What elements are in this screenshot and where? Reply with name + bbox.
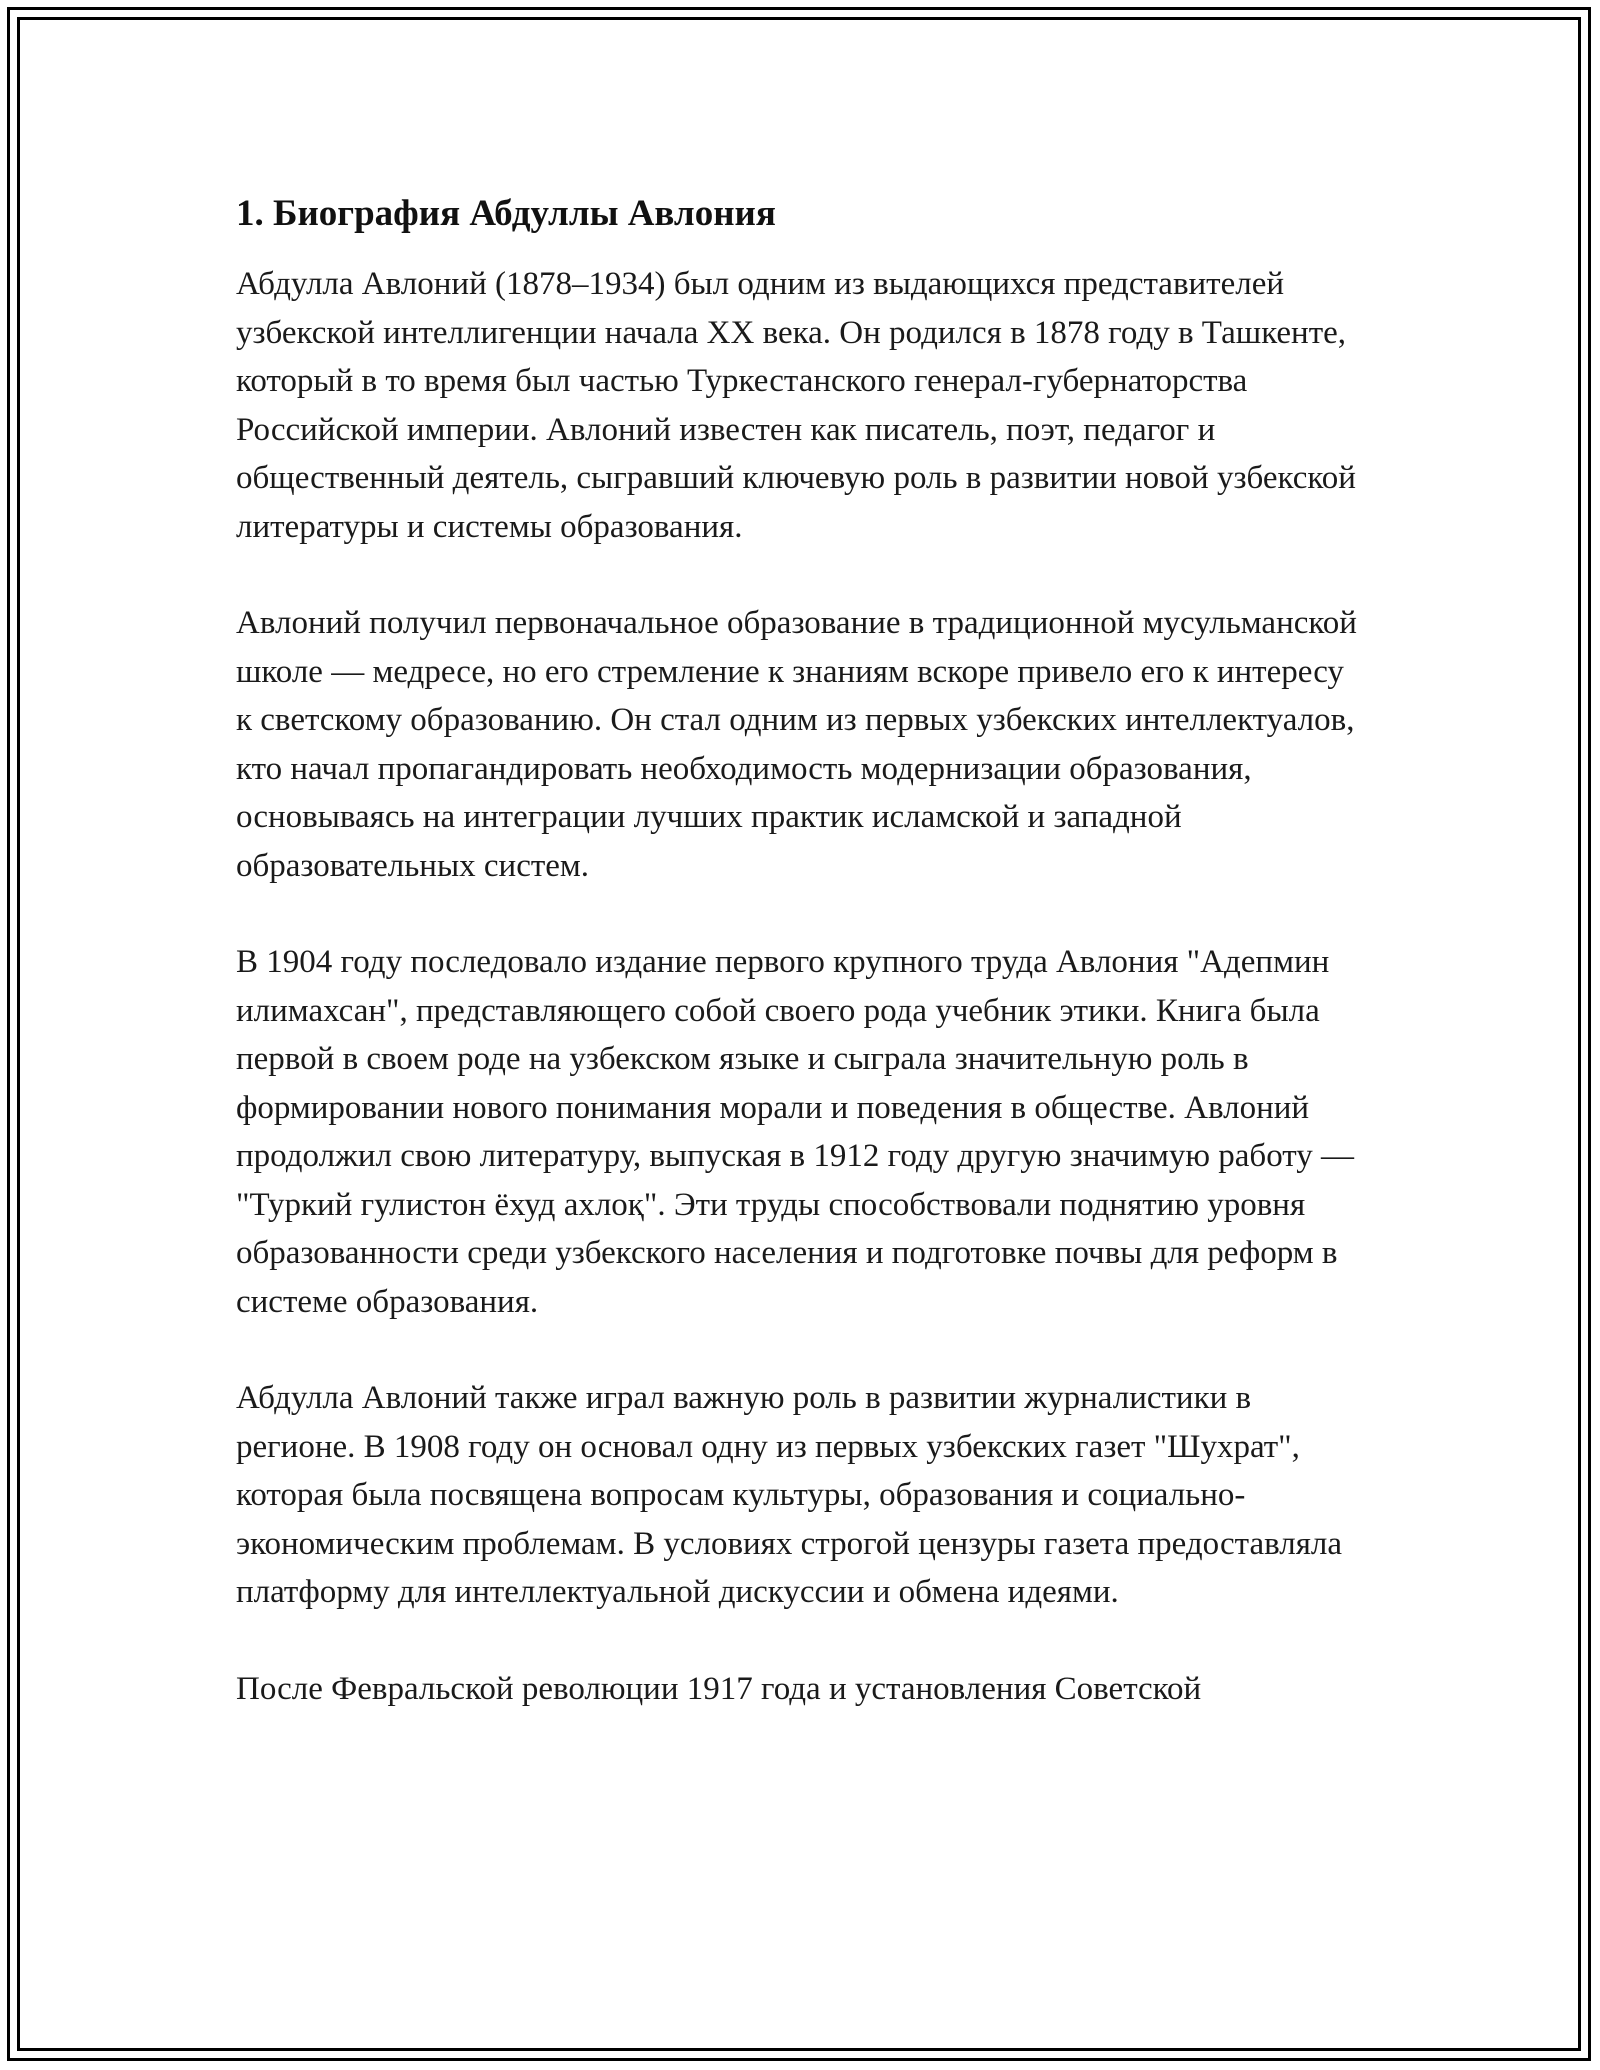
section-heading: 1. Биография Абдуллы Авлония <box>236 193 776 234</box>
paragraph-4: Абдулла Авлоний также играл важную роль в развитии журналистики в регионе. В 1908 году он основал одну из первых узбекских газет "Шухрат", которая была посвящена вопросам культуры, образования и социально-экономическим проблемам. В условиях строгой цензуры газета предоставляла платформу для интеллектуальной дискуссии и обмена идеями. <box>236 1380 1343 1610</box>
paragraph-5: После Февральской революции 1917 года и установления Советской <box>236 1670 1202 1707</box>
document-body <box>236 188 1366 1761</box>
paragraph-1: Абдулла Авлоний (1878–1934) был одним из выдающихся представителей узбекской интеллигенции начала XX века. Он родился в 1878 году в Ташкенте, который в то время был частью Туркестанского генерал-губернаторства Российской империи. Авлоний известен как писатель, поэт, педагог и общественный деятель, сыгравший ключевую роль в развитии новой узбекской литературы и системы образования. <box>236 266 1356 545</box>
paragraph-2: Авлоний получил первоначальное образование в традиционной мусульманской школе — медресе, но его стремление к знаниям вскоре привело его к интересу к светскому образованию. Он стал одним из первых узбекских интеллектуалов, кто начал пропагандировать необходимость модернизации образования, основываясь на интеграции лучших практик исламской и западной образовательных систем. <box>236 605 1357 884</box>
paragraph-3: В 1904 году последовало издание первого крупного труда Авлония "Адепмин илимахсан", представляющего собой своего рода учебник этики. Книга была первой в своем роде на узбекском языке и сыграла значительную роль в формировании нового понимания морали и поведения в обществе. Авлоний продолжил свою литературу, выпуская в 1912 году другую значимую работу — "Туркий гулистон ёхуд ахлоқ". Эти труды способствовали поднятию уровня образованности среди узбекского населения и подготовке почвы для реформ в системе образования. <box>236 944 1355 1320</box>
